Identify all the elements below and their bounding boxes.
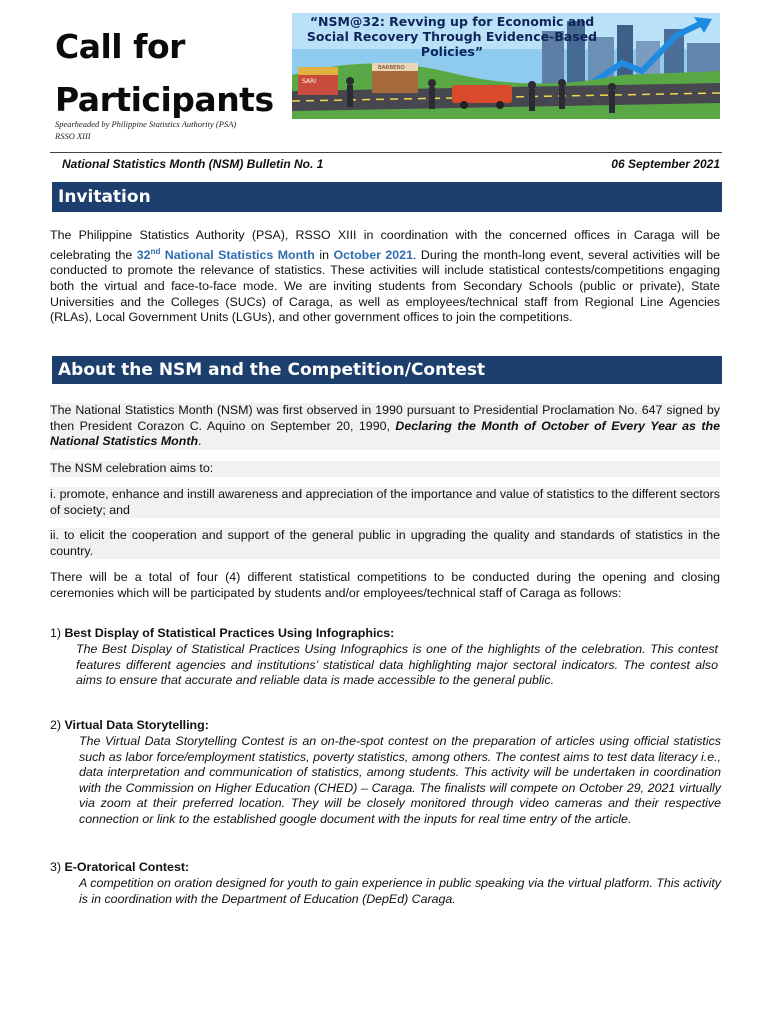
invitation-text-1: The Philippine Statistics Authority (PSA), RSSO XIII in coordination with the concerned offices in Caraga will be celebrating the (50, 228, 720, 262)
banner-title: “NSM@32: Revving up for Economic and Social Recovery Through Evidence-Based Policies” (306, 14, 598, 59)
competition-3-number: 3) (50, 860, 65, 874)
competition-2-number: 2) (50, 718, 65, 732)
competition-1-description: The Best Display of Statistical Practices Using Infographics is one of the highlights of the celebration. This contest features different agencies and institutions’ statistical data highlighting major sectoral indicators. The contest also aims to ensure that accurate and reliable data is made accessible to the general public. (76, 642, 718, 688)
invitation-heading: Invitation (52, 182, 722, 212)
aim-item-2: ii. to elicit the cooperation and support of the general public in upgrading the quality and standards of statistics in the country. (50, 528, 720, 558)
bulletin-bar (50, 152, 722, 175)
competition-1-number: 1) (50, 626, 65, 640)
nsm-ordinal (137, 248, 161, 262)
history-text: The National Statistics Month (NSM) was first observed in 1990 pursuant to Presidential Proclamation No. 647 signed by then President Corazon C. Aquino on September 20, 1990, (50, 403, 720, 433)
competition-1-heading (50, 626, 720, 642)
proclamation-title: Declaring the Month of October of Every Year as the National Statistics Month (50, 418, 720, 449)
competition-2-title: Virtual Data Storytelling: (64, 718, 209, 732)
event-month: October 2021 (333, 247, 413, 262)
aim-item-1: i. promote, enhance and instill awareness and appreciation of the importance and value of statistics to the different sectors of society; and (50, 487, 720, 517)
about-heading: About the NSM and the Competition/Contest (52, 356, 722, 384)
invitation-text-3: . During the month-long event, several activities will be conducted to promote the relevance of statistics. These activities will include statistical contests/competitions engaging both the virtual and face-to-face mode. We are inviting students from Secondary Schools (public or private), State Universities and the Colleges (SUCs) of Caraga, as well as employees/technical staff from Regional Line Agencies (RLAs), Local Government Units (LGUs), and other government offices to join the competitions. (50, 247, 721, 325)
bulletin-number: National Statistics Month (NSM) Bulletin No. 1 (62, 157, 324, 171)
competition-3-heading (50, 860, 720, 876)
competition-2-heading (50, 718, 720, 734)
nsm-name: National Statistics Month (160, 247, 315, 262)
invitation-paragraph (50, 228, 720, 326)
invitation-text-2: in (314, 247, 334, 262)
page-title: Call for Participants (55, 27, 274, 119)
ordinal-suffix: nd (150, 246, 161, 256)
sari-sign: SARI (302, 78, 316, 85)
barber-sign: BARBERO (378, 65, 405, 71)
competitions-intro: There will be a total of four (4) different statistical competitions to be conducted during the opening and closing ceremonies which will be participated by students and/or employees/technical staff of Caraga as follows: (50, 570, 720, 600)
bulletin-date: 06 September 2021 (611, 157, 720, 171)
nsm-banner (292, 13, 720, 119)
competition-1-title: Best Display of Statistical Practices Using Infographics: (64, 626, 395, 640)
competition-3-title: E-Oratorical Contest: (64, 860, 190, 874)
competition-2-description: The Virtual Data Storytelling Contest is an on-the-spot contest on the preparation of articles using official statistics such as labor force/employment statistics, poverty statistics, among others. The contest aims to test data literacy i.e., data interpretation and communication of statistics, among students. This activity will be undertaken in coordination with the Commission on Higher Education (CHED) – Caraga. The finalists will compete on October 29, 2021 virtually via zoom at their preferred location. They will be closely monitored through video cameras and their respective connection or link to the established google document with the inputs for real time entry of the article. (79, 734, 721, 826)
competition-3-description: A competition on oration designed for youth to gain experience in public speaking via the virtual platform. This activity is in coordination with the Department of Education (DepEd) Caraga. (79, 876, 721, 906)
ordinal-number: 32 (136, 247, 151, 262)
history-end: . (198, 434, 202, 449)
about-history-paragraph (50, 403, 720, 450)
spearhead-note: Spearheaded by Philippine Statistics Authority (PSA) RSSO XIII (55, 119, 237, 141)
aims-intro: The NSM celebration aims to: (50, 461, 720, 477)
